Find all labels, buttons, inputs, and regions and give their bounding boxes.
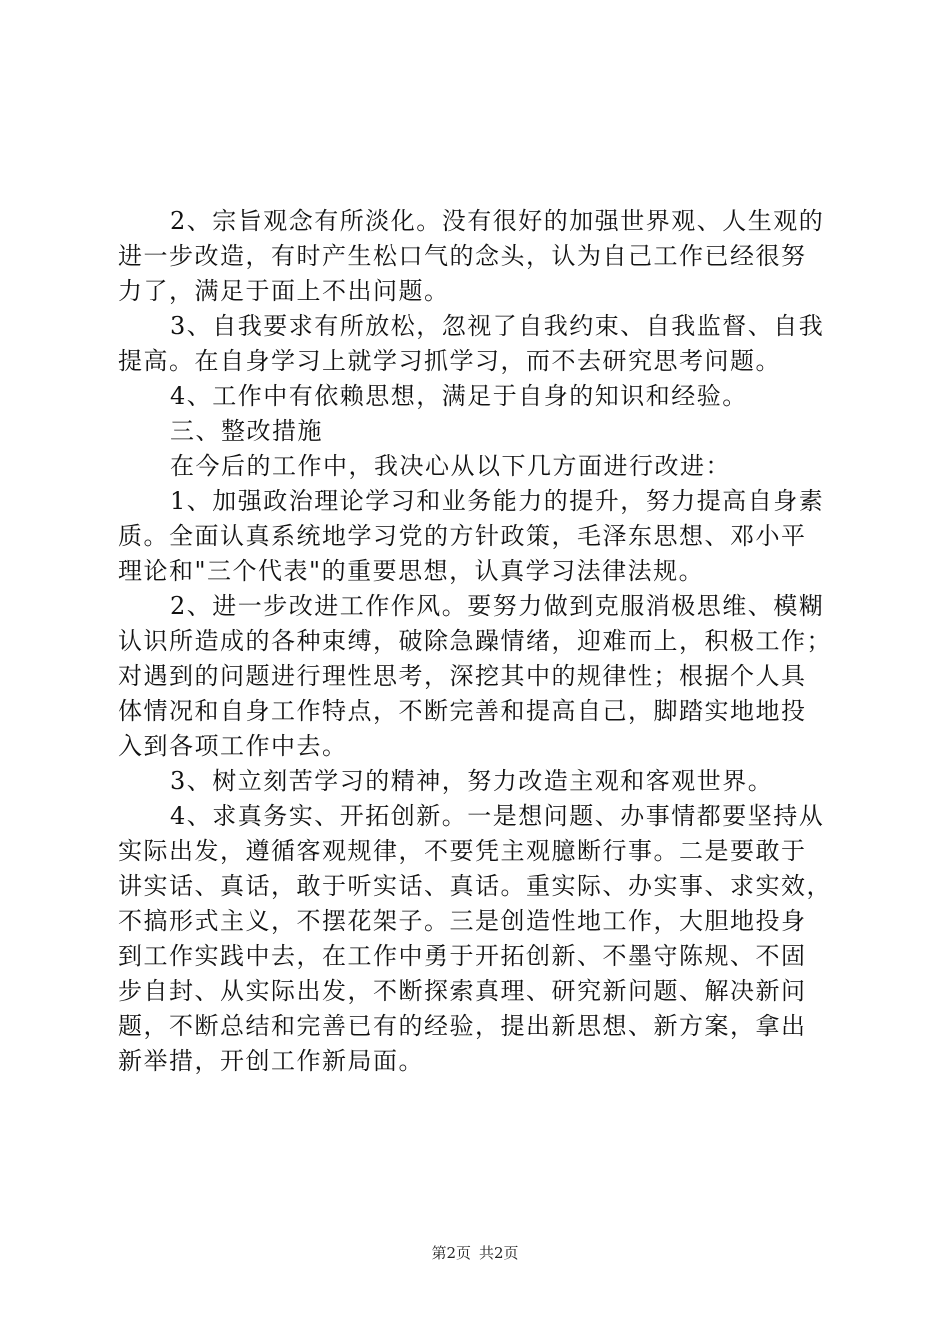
text-line: 三、整改措施 [170,417,323,445]
text-line: 对遇到的问题进行理性思考，深挖其中的规律性；根据个人具 [118,662,807,690]
text-line: 认识所造成的各种束缚，破除急躁情绪，迎难而上，积极工作； [118,627,832,655]
page-footer [0,1243,950,1263]
text-line: 进一步改造，有时产生松口气的念头，认为自己工作已经很努 [118,242,807,270]
text-line: 2、进一步改进工作作风。要努力做到克服消极思维、模糊 [170,592,825,620]
text-line: 体情况和自身工作特点，不断完善和提高自己，脚踏实地地投 [118,697,807,725]
text-line: 力了，满足于面上不出问题。 [118,277,450,305]
page-total: 共2页 [479,1244,519,1262]
text-line: 入到各项工作中去。 [118,732,348,760]
text-line: 提高。在自身学习上就学习抓学习，而不去研究思考问题。 [118,347,781,375]
text-line: 4、求真务实、开拓创新。一是想问题、办事情都要坚持从 [170,802,825,830]
document-body [118,204,836,1079]
text-line: 新举措，开创工作新局面。 [118,1047,424,1075]
text-line: 讲实话、真话，敢于听实话、真话。重实际、办实事、求实效， [118,872,832,900]
text-line: 步自封、从实际出发，不断探索真理、研究新问题、解决新问 [118,977,807,1005]
text-line: 到工作实践中去，在工作中勇于开拓创新、不墨守陈规、不固 [118,942,807,970]
text-line: 3、树立刻苦学习的精神，努力改造主观和客观世界。 [170,767,774,795]
text-line: 理论和"三个代表"的重要思想，认真学习法律法规。 [118,557,705,585]
text-line: 在今后的工作中，我决心从以下几方面进行改进： [170,452,731,480]
text-line: 实际出发，遵循客观规律，不要凭主观臆断行事。二是要敢于 [118,837,807,865]
page-number: 第2页 [431,1244,471,1262]
text-line: 1、加强政治理论学习和业务能力的提升，努力提高自身素 [170,487,825,515]
text-line: 题，不断总结和完善已有的经验，提出新思想、新方案，拿出 [118,1012,807,1040]
text-line: 2、宗旨观念有所淡化。没有很好的加强世界观、人生观的 [170,207,825,235]
text-line: 4、工作中有依赖思想，满足于自身的知识和经验。 [170,382,748,410]
text-line: 3、自我要求有所放松，忽视了自我约束、自我监督、自我 [170,312,825,340]
text-line: 质。全面认真系统地学习党的方针政策，毛泽东思想、邓小平 [118,522,807,550]
text-line: 不搞形式主义，不摆花架子。三是创造性地工作，大胆地投身 [118,907,807,935]
